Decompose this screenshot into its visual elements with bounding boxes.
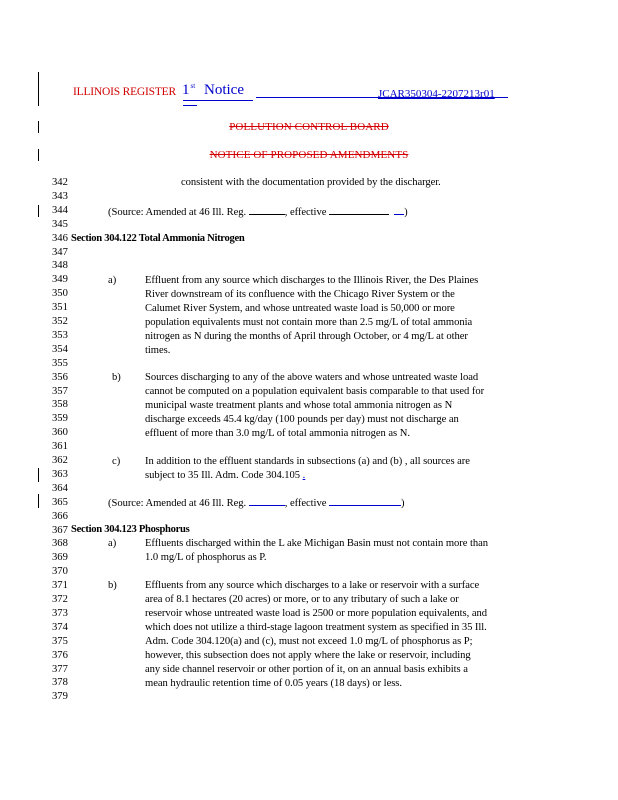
text-line: Adm. Code 304.120(a) and (c), must not exceed 1.0 mg/L of phosphorus as P; (145, 636, 473, 647)
section-heading: Section 304.123 Phosphorus (71, 524, 190, 535)
line-number: 375 (52, 635, 68, 647)
text-line: Effluents discharged within the L ake Michigan Basin must not contain more than (145, 538, 489, 549)
line-number: 374 (52, 621, 68, 633)
line-number: 369 (52, 552, 68, 564)
line-number: 371 (52, 580, 68, 592)
line-number: 364 (52, 482, 68, 494)
subsection-label: b) (108, 580, 117, 591)
text-line: Effluent from any source which discharges to the Illinois River, the Des Plaines (145, 275, 479, 286)
jcar-code: JCAR350304-2207213r01 (378, 88, 495, 100)
text-line: nitrogen as N during the months of April through October, or 4 mg/L at other (145, 331, 468, 342)
line-number: 377 (52, 663, 68, 675)
line-number: 378 (52, 677, 68, 689)
text-line: consistent with the documentation provided by the discharger. (181, 177, 441, 188)
text-line: which does not utilize a third-stage lagoon treatment system as specified in 35 Ill. (145, 622, 487, 633)
notice-title: NOTICE OF PROPOSED AMENDMENTS (209, 149, 409, 161)
line-number: 348 (52, 260, 68, 272)
line-number: 351 (52, 302, 68, 314)
line-number: 350 (52, 288, 68, 300)
text-line: In addition to the effluent standards in subsections (a) and (b) , all sources are (145, 456, 470, 467)
line-number: 354 (52, 343, 68, 355)
section-heading: Section 304.122 Total Ammonia Nitrogen (71, 233, 245, 244)
line-number: 352 (52, 316, 68, 327)
line-number: 367 (52, 524, 68, 536)
header-rule (183, 100, 253, 101)
text-line: Calumet River System, and whose untreated waste load is 50,000 or more (145, 303, 455, 314)
text-line: however, this subsection does not apply where the lake or reservoir, including (145, 650, 471, 661)
change-bar (38, 205, 39, 217)
register-title: ILLINOIS REGISTER (73, 86, 176, 98)
line-number: 355 (52, 357, 68, 369)
line-number: 363 (52, 468, 68, 480)
text-line: 1.0 mg/L of phosphorus as P. (145, 552, 267, 563)
board-title: POLLUTION CONTROL BOARD (229, 121, 389, 133)
header-rule (183, 105, 197, 106)
line-number: 373 (52, 607, 68, 619)
line-number: 343 (52, 190, 68, 202)
line-number: 361 (52, 441, 68, 453)
line-number: 347 (52, 246, 68, 258)
line-number: 360 (52, 427, 68, 439)
line-number: 370 (52, 566, 68, 578)
line-number: 376 (52, 649, 68, 661)
subsection-label: a) (108, 275, 117, 286)
change-bar (38, 494, 39, 508)
line-number: 357 (52, 385, 68, 397)
text-line: discharge exceeds 45.4 kg/day (100 pounds per day) must not discharge an (145, 414, 459, 425)
change-bar (38, 72, 39, 106)
text-line: Sources discharging to any of the above waters and whose untreated waste load (145, 372, 479, 383)
line-number: 345 (52, 218, 68, 230)
text-line: area of 8.1 hectares (20 acres) or more, or to any tributary of such a lake or (145, 594, 459, 605)
source-note: (Source: Amended at 46 Ill. Reg. , effective ) (108, 498, 405, 509)
text-line: times. (145, 345, 171, 356)
subsection-label: b) (112, 372, 121, 383)
line-number: 349 (52, 274, 68, 286)
text-line: Effluents from any source which discharges to a lake or reservoir with a surface (145, 580, 480, 591)
text-line: any side channel reservoir or other portion of it, on an annual basis exhibits a (145, 664, 468, 675)
text-line: population equivalents must not contain more than 2.5 mg/L of total ammonia (145, 317, 473, 328)
page-mark: 1st (182, 82, 196, 98)
line-number: 365 (52, 496, 68, 508)
line-number: 362 (52, 455, 68, 466)
text-line: mean hydraulic retention time of 0.05 years (18 days) or less. (145, 678, 402, 689)
line-number: 366 (52, 510, 68, 522)
line-number: 344 (52, 204, 68, 216)
text-line: subject to 35 Ill. Adm. Code 304.105 . (145, 470, 306, 481)
line-number: 356 (52, 371, 68, 383)
subsection-label: c) (112, 456, 121, 467)
source-note: (Source: Amended at 46 Ill. Reg. , effective ) (108, 207, 408, 218)
line-number: 342 (52, 177, 68, 188)
line-number: 372 (52, 594, 68, 605)
text-line: cannot be computed on a population equivalent basis comparable to that used for (145, 386, 485, 397)
line-number: 379 (52, 691, 68, 703)
text-line: River downstream of its confluence with the Chicago River System or the (145, 289, 455, 300)
notice-label: Notice (204, 82, 244, 98)
line-number: 353 (52, 329, 68, 341)
line-number: 358 (52, 399, 68, 411)
subsection-label: a) (108, 538, 117, 549)
text-line: reservoir whose untreated waste load is 2500 or more population equivalents, and (145, 608, 487, 619)
text-line: municipal waste treatment plants and whose total ammonia nitrogen as N (145, 400, 453, 411)
change-bar (38, 468, 39, 482)
line-number: 359 (52, 413, 68, 425)
line-number: 368 (52, 538, 68, 550)
line-number: 346 (52, 232, 68, 244)
text-line: effluent of more than 3.0 mg/L of total ammonia nitrogen as N. (145, 428, 410, 439)
